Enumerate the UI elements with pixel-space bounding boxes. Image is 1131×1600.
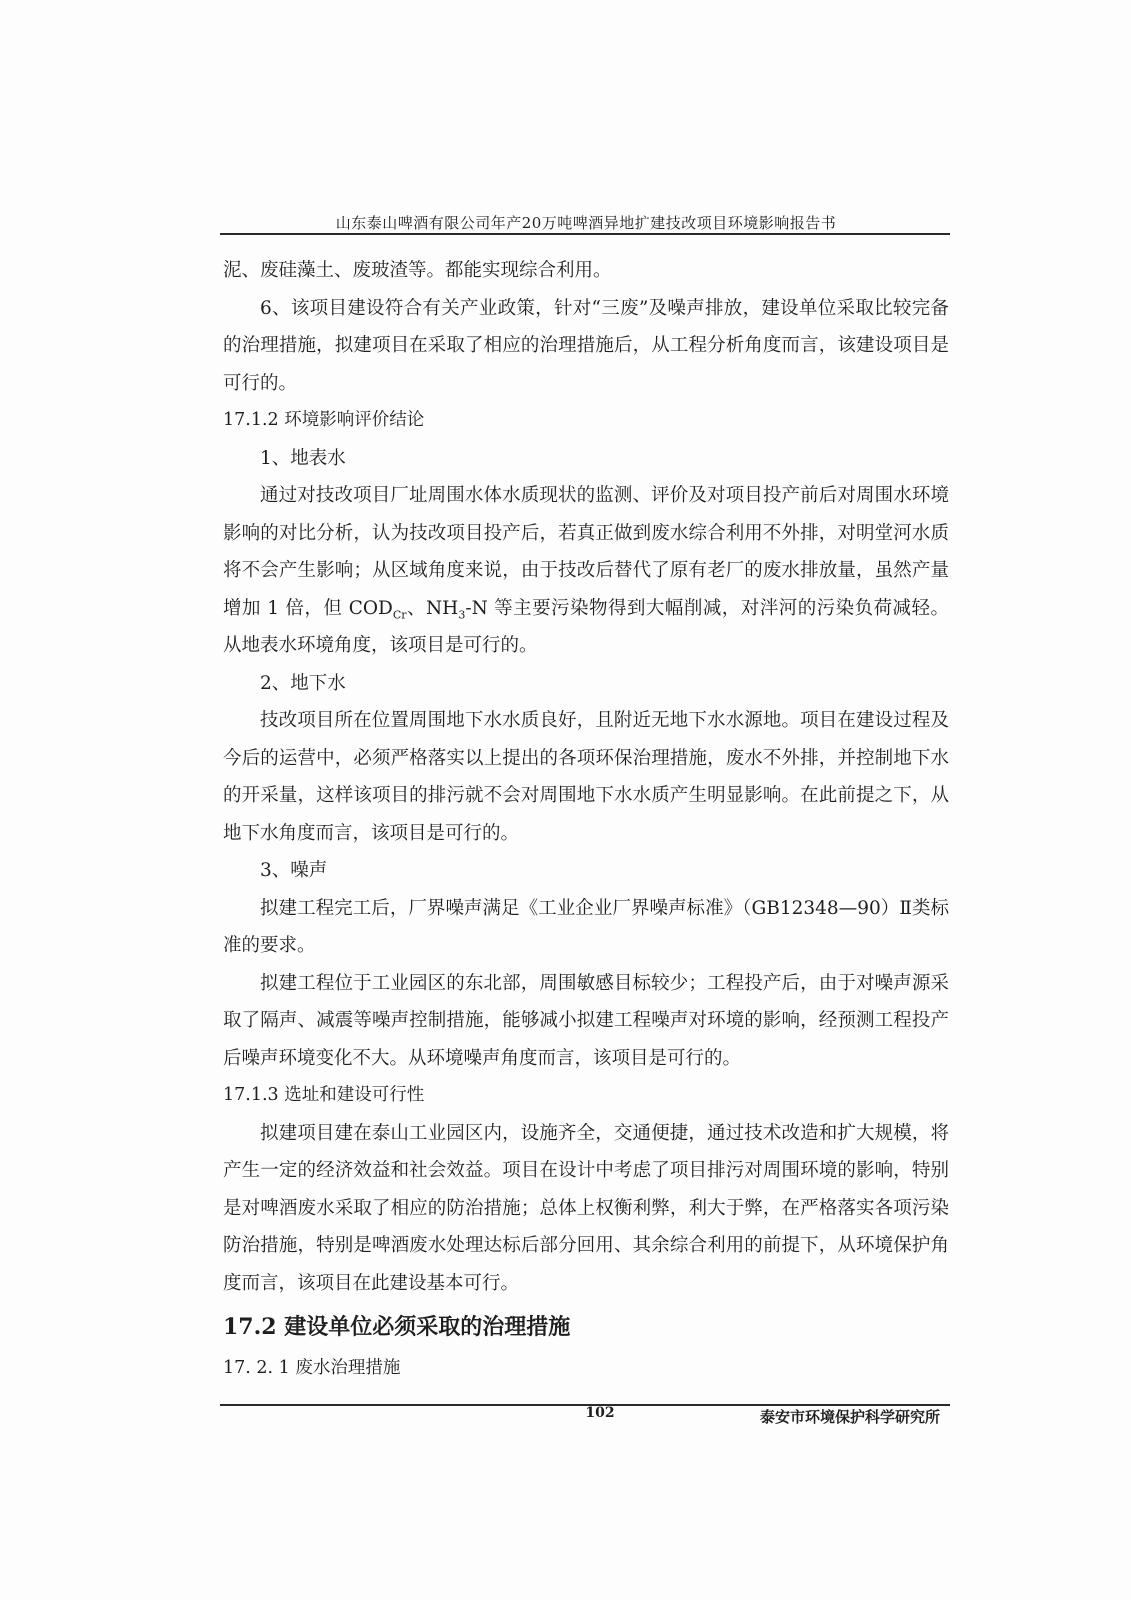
subscript-3: 3: [458, 608, 466, 622]
surface-water-text-b: 、NH: [406, 597, 459, 619]
section-heading-17-2: 17.2 建设单位必须采取的治理措施: [223, 1314, 571, 1340]
paragraph-continued: 泥、废硅藻土、废玻渣等。都能实现综合利用。: [223, 260, 612, 281]
subheading-noise: 3、噪声: [260, 860, 328, 881]
subheading-surface-water: 1、地表水: [260, 447, 346, 469]
subheading-groundwater: 2、地下水: [260, 672, 346, 694]
paragraph-noise-impact: 拟建工程位于工业园区的东北部，周围敏感目标较少；工程投产后，由于对噪声源采取了隔声、减震等噪声控制措施，能够减小拟建工程噪声对环境的影响，经预测工程投产后噪声环境变化不大。从环境噪声角度而言，该项目是可行的。: [223, 972, 949, 1069]
section-heading-17-2-1: 17. 2. 1 废水治理措施: [223, 1358, 401, 1378]
subscript-cr: Cr: [392, 608, 407, 622]
page-number: 102: [585, 1405, 615, 1421]
footer-organization: 泰安市环境保护科学研究所: [760, 1408, 941, 1426]
section-heading-17-1-2: 17.1.2 环境影响评价结论: [223, 410, 425, 430]
header-rule: [220, 233, 950, 235]
paragraph-site-feasibility: 拟建项目建在泰山工业园区内，设施齐全，交通便捷，通过技术改造和扩大规模，将产生一定的经济效益和社会效益。项目在设计中考虑了项目排污对周围环境的影响，特别是对啤酒废水采取了相应的防治措施；总体上权衡利弊，利大于弊，在严格落实各项污染防治措施，特别是啤酒废水处理达标后部分回用、其余综合利用的前提下，从环境保护角度而言，该项目在此建设基本可行。: [223, 1122, 949, 1294]
paragraph-groundwater: 技改项目所在位置周围地下水水质良好，且附近无地下水水源地。项目在建设过程及今后的运营中，必须严格落实以上提出的各项环保治理措施，废水不外排，并控制地下水的开采量，这样该项目的排污就不会对周围地下水水质产生明显影响。在此前提之下，从地下水角度而言，该项目是可行的。: [223, 710, 949, 844]
running-header: 山东泰山啤酒有限公司年产20万吨啤酒异地扩建技改项目环境影响报告书: [335, 214, 837, 232]
surface-water-text-c: -N 等主要污染物得到大幅削减，对泮河的污染负荷减轻。从地表水环境角度，该项目是可行的。: [223, 597, 949, 656]
paragraph-surface-water: [223, 477, 949, 665]
surface-water-text-a: 通过对技改项目厂址周围水体水质现状的监测、评价及对项目投产前后对周围水环境影响的对比分析，认为技改项目投产后，若真正做到废水综合利用不外排，对明堂河水质将不会产生影响；从区域角度来说，由于技改后替代了原有老厂的废水排放量，虽然产量增加 1 倍，但 COD: [223, 485, 949, 619]
paragraph-item-6: 6、该项目建设符合有关产业政策，针对“三废”及噪声排放，建设单位采取比较完备的治理措施，拟建项目在采取了相应的治理措施后，从工程分析角度而言，该建设项目是可行的。: [223, 297, 949, 394]
page-body: [223, 252, 949, 1388]
section-heading-17-1-3: 17.1.3 选址和建设可行性: [223, 1085, 425, 1105]
paragraph-noise-standard: 拟建工程完工后，厂界噪声满足《工业企业厂界噪声标准》（GB12348—90）Ⅱ类标准的要求。: [223, 897, 949, 956]
